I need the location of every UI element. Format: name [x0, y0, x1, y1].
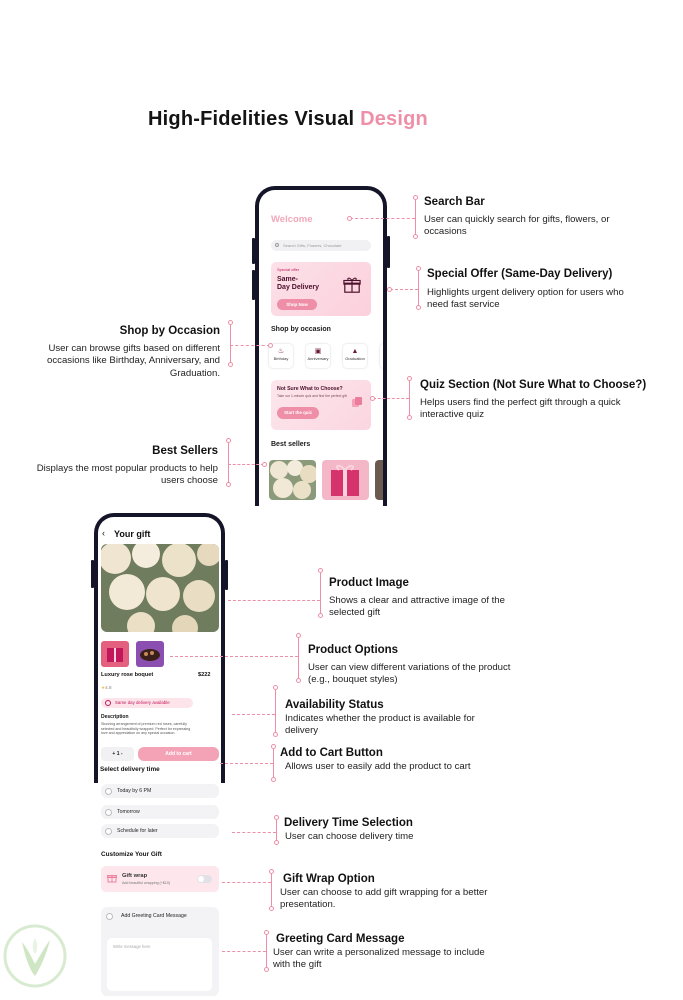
- annotation-dot: [271, 777, 276, 782]
- radio-icon: [105, 809, 112, 816]
- annotation-dot: [226, 482, 231, 487]
- check-circle-icon: [105, 700, 111, 706]
- annotation-search-bar-title: Search Bar: [424, 196, 485, 208]
- annotation-line: [228, 464, 264, 465]
- search-icon: [275, 243, 279, 247]
- product-name: Luxury rose boquet: [101, 672, 154, 678]
- special-offer-card[interactable]: [271, 262, 371, 316]
- annotation-line: [415, 200, 416, 218]
- annotation-product-image-desc: Shows a clear and attractive image of the selected gift: [329, 595, 505, 619]
- gift-box-thumb: [101, 641, 129, 667]
- home-screen-phone: [255, 186, 387, 506]
- annotation-shop-by-occasion-desc: User can browse gifts based on different occasions like Birthday, Anniversary, and Graduation.: [47, 343, 220, 379]
- annotation-dot: [296, 678, 301, 683]
- annotation-line: [232, 832, 276, 833]
- quiz-subtitle: Take our 1-minute quiz and find the perfect gift: [277, 394, 347, 398]
- annotation-availability-desc: Indicates whether the product is available for delivery: [285, 713, 475, 737]
- annotation-line: [275, 690, 276, 734]
- annotation-dot: [370, 396, 375, 401]
- best-seller-more[interactable]: [375, 460, 387, 500]
- occasion-graduation[interactable]: ▲ Graduation: [343, 344, 367, 368]
- description-text: Stunning arrangement of premium red roses, carefully selected and beautifully wrapped. Perfect for expressing love and appreciation on any special occasion.: [101, 722, 191, 736]
- add-to-cart-button[interactable]: Add to cart: [138, 747, 219, 761]
- quantity-stepper[interactable]: + 1 -: [101, 747, 134, 761]
- page-heading: High-Fidelities Visual Design: [148, 108, 428, 130]
- product-option-2[interactable]: [136, 641, 164, 667]
- welcome-title: Welcome: [271, 214, 313, 225]
- annotation-greeting-card-desc: User can write a personalized message to include with the gift: [273, 947, 485, 971]
- annotation-line: [271, 874, 272, 908]
- product-rating: ★4.8: [101, 685, 112, 690]
- annotation-gift-wrap-desc: User can choose to add gift wrapping for a better presentation.: [280, 887, 488, 911]
- greeting-card-label: Add Greeting Card Message: [121, 913, 187, 919]
- annotation-line: [276, 820, 277, 842]
- annotation-greeting-card-title: Greeting Card Message: [276, 933, 405, 945]
- annotation-dot: [269, 906, 274, 911]
- offer-title: Same- Day Delivery: [277, 276, 320, 291]
- annotation-shop-by-occasion-title: Shop by Occasion: [119, 325, 220, 337]
- back-chevron-icon[interactable]: ‹: [102, 528, 105, 538]
- annotation-dot: [273, 732, 278, 737]
- occasion-anniversary[interactable]: ▣ Anniversary: [306, 344, 330, 368]
- annotation-line: [273, 749, 274, 779]
- search-input[interactable]: Search Gifts, Flowers, Chocolate: [271, 240, 371, 251]
- annotation-dot: [268, 343, 273, 348]
- best-sellers-heading: Best sellers: [271, 441, 311, 448]
- toggle-knob: [198, 876, 204, 882]
- annotation-add-to-cart-desc: Allows user to easily add the product to cart: [285, 761, 471, 772]
- annotation-line: [228, 443, 229, 483]
- product-screen-phone: [94, 513, 225, 783]
- quiz-title: Not Sure What to Choose?: [277, 386, 343, 392]
- annotation-dot: [318, 613, 323, 618]
- product-price: $222: [198, 672, 211, 678]
- gift-wrap-toggle[interactable]: [197, 875, 212, 883]
- quiz-card[interactable]: [271, 380, 371, 430]
- screen-title: Your gift: [114, 529, 151, 539]
- annotation-line: [350, 218, 415, 219]
- anniversary-icon: ▣: [314, 348, 322, 355]
- cake-icon: ♨: [277, 348, 285, 355]
- best-seller-gift-box[interactable]: [322, 460, 369, 500]
- best-seller-roses[interactable]: [269, 460, 316, 500]
- occasion-more[interactable]: [380, 344, 387, 368]
- delivery-option-tomorrow[interactable]: Tomorrow: [101, 805, 219, 819]
- product-image: [101, 544, 219, 632]
- annotation-product-image-title: Product Image: [329, 577, 409, 589]
- gift-box-image: [322, 460, 369, 500]
- annotation-search-bar-desc: User can quickly search for gifts, flowers, or occasions: [424, 214, 610, 238]
- annotation-best-sellers-title: Best Sellers: [152, 445, 218, 457]
- annotation-quiz-section-desc: Helps users find the perfect gift through a quick interactive quiz: [420, 397, 621, 421]
- annotation-line: [298, 638, 299, 680]
- annotation-line: [170, 656, 298, 657]
- annotation-dot: [228, 362, 233, 367]
- annotation-line: [390, 289, 418, 290]
- annotation-line: [220, 763, 273, 764]
- graduation-cap-icon: ▲: [351, 348, 359, 355]
- shop-now-button[interactable]: Shop Now: [277, 299, 317, 310]
- annotation-line: [418, 271, 419, 307]
- annotation-dot: [413, 234, 418, 239]
- annotation-line: [222, 951, 266, 952]
- gift-wrap-subtitle: Add beautiful wrapping (+$10): [122, 881, 171, 885]
- annotation-line: [228, 600, 320, 601]
- white-roses-image: [101, 544, 219, 632]
- annotation-product-options-desc: User can view different variations of the product (e.g., bouquet styles): [308, 662, 511, 686]
- annotation-dot: [416, 305, 421, 310]
- annotation-line: [266, 935, 267, 969]
- annotation-dot: [264, 967, 269, 972]
- select-delivery-time-heading: Select delivery time: [100, 766, 160, 773]
- greeting-card-section: [101, 907, 219, 996]
- annotation-special-offer-desc: Highlights urgent delivery option for users who need fast service: [427, 287, 624, 311]
- customize-gift-heading: Customize Your Gift: [101, 851, 162, 858]
- annotation-availability-title: Availability Status: [285, 699, 384, 711]
- radio-icon: [105, 788, 112, 795]
- radio-icon: [105, 828, 112, 835]
- annotation-best-sellers-desc: Displays the most popular products to help users choose: [36, 463, 218, 487]
- delivery-option-today[interactable]: Today by 6 PM: [101, 784, 219, 798]
- gift-icon: [343, 276, 361, 294]
- annotation-line: [409, 381, 410, 417]
- start-quiz-button[interactable]: Start the quiz: [277, 407, 319, 419]
- annotation-add-to-cart-title: Add to Cart Button: [280, 747, 383, 759]
- annotation-gift-wrap-title: Gift Wrap Option: [283, 873, 375, 885]
- annotation-line: [230, 325, 231, 363]
- greeting-message-input[interactable]: Write message here: [107, 938, 212, 991]
- annotation-special-offer-title: Special Offer (Same-Day Delivery): [427, 268, 613, 280]
- annotation-dot: [274, 840, 279, 845]
- annotation-product-options-title: Product Options: [308, 644, 399, 656]
- phone-side-button: [387, 236, 390, 268]
- annotation-line: [320, 573, 321, 615]
- delivery-option-schedule[interactable]: Schedule for later: [101, 824, 219, 838]
- greeting-checkbox[interactable]: [106, 913, 113, 920]
- annotation-dot: [347, 216, 352, 221]
- gift-wrap-card[interactable]: [101, 866, 219, 892]
- occasion-birthday[interactable]: ♨ Birthday: [269, 344, 293, 368]
- gift-icon: [107, 873, 117, 883]
- annotation-delivery-time-title: Delivery Time Selection: [284, 817, 413, 829]
- annotation-line: [222, 882, 271, 883]
- roses-image: [269, 460, 316, 500]
- phone-side-button: [225, 560, 228, 590]
- annotation-dot: [262, 462, 267, 467]
- annotation-delivery-time-desc: User can choose delivery time: [285, 831, 414, 842]
- availability-badge: Same day delivery available: [101, 698, 193, 708]
- annotation-dot: [407, 415, 412, 420]
- star-icon: ★: [101, 685, 106, 690]
- annotation-line: [373, 398, 409, 399]
- annotation-quiz-section-title: Quiz Section (Not Sure What to Choose?): [420, 379, 647, 391]
- product-option-1[interactable]: [101, 641, 129, 667]
- annotation-dot: [387, 287, 392, 292]
- watermark-logo-icon: [2, 918, 68, 994]
- description-label: Description: [101, 714, 129, 720]
- chocolate-box-thumb: [136, 641, 164, 667]
- annotation-line: [230, 345, 270, 346]
- annotation-line: [232, 714, 275, 715]
- offer-tag: Special offer: [277, 267, 300, 272]
- gift-wrap-title: Gift wrap: [122, 873, 148, 879]
- shop-by-occasion-heading: Shop by occasion: [271, 326, 331, 333]
- quiz-cards-icon: [351, 396, 363, 408]
